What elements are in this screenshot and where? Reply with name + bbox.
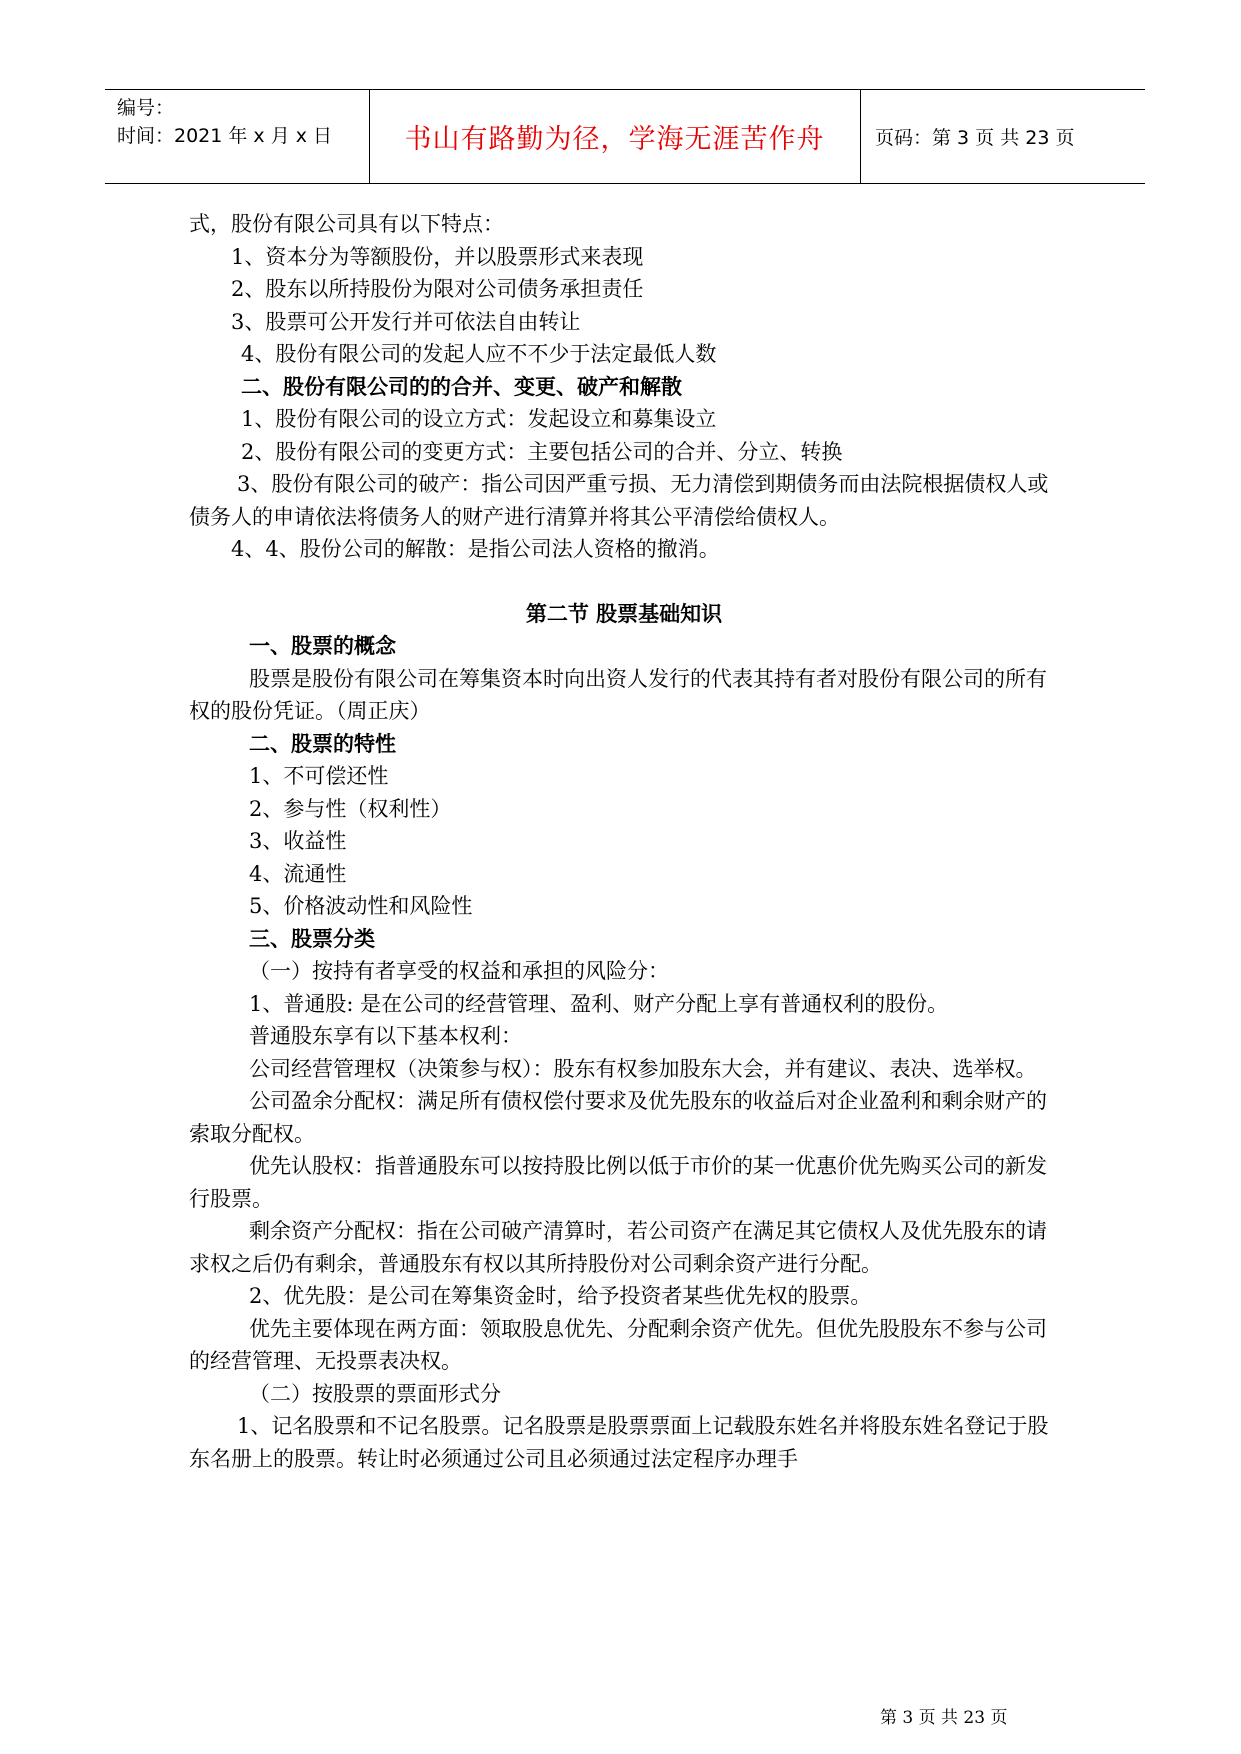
section-heading: 三、股票分类 — [249, 926, 375, 951]
paragraph: 2、优先股：是公司在筹集资金时，给予投资者某些优先权的股票。 — [249, 1284, 872, 1308]
list-item: 1、不可偿还性 — [249, 764, 389, 788]
paragraph: 公司经营管理权（决策参与权）：股东有权参加股东大会，并有建议、表决、选举权。 — [249, 1056, 1037, 1081]
list-item: 2、股东以所持股份为限对公司债务承担责任 — [231, 277, 644, 301]
doc-number-label: 编号： — [117, 97, 175, 119]
doc-time-label: 时间：2021 年 x 月 x 日 — [117, 125, 333, 147]
list-item: 2、股份有限公司的变更方式：主要包括公司的合并、分立、转换 — [241, 439, 843, 464]
list-item: 3、股票可公开发行并可依法自由转让 — [231, 309, 581, 334]
paragraph: 公司盈余分配权：满足所有债权偿付要求及优先股东的收益后对企业盈利和剩余财产的索取分配权。 — [189, 1089, 1047, 1146]
list-item: 4、股份有限公司的发起人应不不少于法定最低人数 — [241, 342, 717, 366]
paragraph: （一）按持有者享受的权益和承担的风险分： — [249, 959, 669, 983]
paragraph: 3、股份有限公司的破产：指公司因严重亏损、无力清偿到期债务而由法院根据债权人或债务人的申请依法将债务人的财产进行清算并将其公平清偿给债权人。 — [189, 472, 1049, 529]
paragraph: 剩余资产分配权：指在公司破产清算时，若公司资产在满足其它债权人及优先股东的请求权之后仍有剩余，普通股东有权以其所持股份对公司剩余资产进行分配。 — [189, 1219, 1047, 1276]
page-header — [105, 89, 1145, 184]
page-footer: 第 3 页 共 23 页 — [880, 1708, 1008, 1728]
paragraph: 优先认股权：指普通股东可以按持股比例以低于市价的某一优惠价优先购买公司的新发行股票。 — [189, 1154, 1047, 1211]
paragraph: 优先主要体现在两方面：领取股息优先、分配剩余资产优先。但优先股股东不参与公司的经营管理、无投票表决权。 — [189, 1316, 1047, 1373]
list-item: 1、股份有限公司的设立方式：发起设立和募集设立 — [241, 407, 717, 431]
list-item: 3、收益性 — [249, 829, 347, 853]
paragraph: 股票是股份有限公司在筹集资本时向出资人发行的代表其持有者对股份有限公司的所有权的股份凭证。（周正庆） — [189, 666, 1047, 723]
document-body — [189, 208, 1059, 1475]
list-item: 5、价格波动性和风险性 — [249, 894, 473, 918]
header-page-label: 页码：第 3 页 共 23 页 — [875, 127, 1075, 149]
chapter-section-title: 第二节 股票基础知识 — [525, 601, 723, 626]
list-item: 2、参与性（权利性） — [249, 796, 452, 821]
header-motto: 书山有路勤为径，学海无涯苦作舟 — [404, 124, 825, 155]
paragraph: 1、普通股: 是在公司的经营管理、盈利、财产分配上享有普通权利的股份。 — [249, 991, 949, 1016]
section-heading: 二、股份有限公司的的合并、变更、破产和解散 — [241, 374, 682, 399]
paragraph: 1、记名股票和不记名股票。记名股票是股票票面上记载股东姓名并将股东姓名登记于股东名册上的股票。转让时必须通过公司且必须通过法定程序办理手 — [189, 1414, 1049, 1471]
paragraph: 式，股份有限公司具有以下特点： — [189, 212, 504, 236]
list-item: 1、资本分为等额股份，并以股票形式来表现 — [231, 244, 644, 269]
paragraph: 普通股东享有以下基本权利： — [249, 1024, 522, 1048]
list-item: 4、流通性 — [249, 861, 347, 886]
header-divider — [860, 90, 861, 183]
header-meta — [117, 94, 367, 150]
section-heading: 一、股票的概念 — [249, 634, 396, 658]
section-heading: 二、股票的特性 — [249, 731, 396, 756]
list-item: 4、4、股份公司的解散：是指公司法人资格的撤消。 — [231, 537, 720, 561]
paragraph: （二）按股票的票面形式分 — [249, 1381, 501, 1406]
